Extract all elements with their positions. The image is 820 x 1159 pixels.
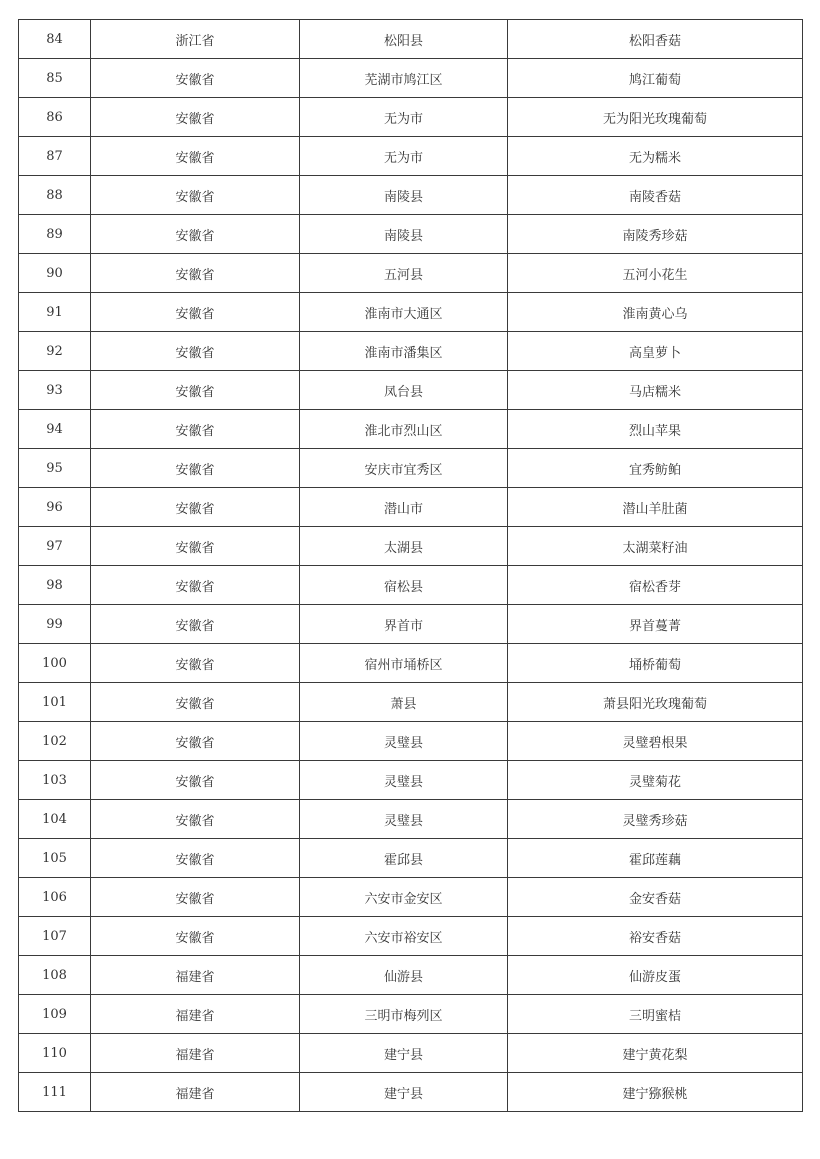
province-cell: 安徽省 [91, 293, 300, 332]
table-row [19, 1034, 803, 1073]
province-cell: 安徽省 [91, 839, 300, 878]
province-cell: 安徽省 [91, 488, 300, 527]
product-name-cell: 灵璧菊花 [508, 761, 803, 800]
product-name-cell: 无为糯米 [508, 137, 803, 176]
row-number-cell: 100 [19, 644, 91, 683]
row-number-cell: 105 [19, 839, 91, 878]
province-cell: 安徽省 [91, 332, 300, 371]
row-number-cell: 87 [19, 137, 91, 176]
county-cell: 芜湖市鸠江区 [300, 59, 508, 98]
province-cell: 福建省 [91, 995, 300, 1034]
row-number-cell: 104 [19, 800, 91, 839]
county-cell: 仙游县 [300, 956, 508, 995]
county-cell: 南陵县 [300, 215, 508, 254]
county-cell: 灵璧县 [300, 722, 508, 761]
table-row [19, 1073, 803, 1112]
county-cell: 界首市 [300, 605, 508, 644]
row-number-cell: 101 [19, 683, 91, 722]
province-cell: 安徽省 [91, 137, 300, 176]
table-row [19, 137, 803, 176]
county-cell: 松阳县 [300, 20, 508, 59]
county-cell: 无为市 [300, 98, 508, 137]
province-cell: 安徽省 [91, 176, 300, 215]
county-cell: 萧县 [300, 683, 508, 722]
province-cell: 安徽省 [91, 878, 300, 917]
table-row [19, 527, 803, 566]
row-number-cell: 109 [19, 995, 91, 1034]
row-number-cell: 91 [19, 293, 91, 332]
table-row [19, 215, 803, 254]
product-name-cell: 建宁猕猴桃 [508, 1073, 803, 1112]
product-name-cell: 松阳香菇 [508, 20, 803, 59]
row-number-cell: 102 [19, 722, 91, 761]
county-cell: 三明市梅列区 [300, 995, 508, 1034]
product-name-cell: 潜山羊肚菌 [508, 488, 803, 527]
table-row [19, 995, 803, 1034]
county-cell: 凤台县 [300, 371, 508, 410]
county-cell: 六安市裕安区 [300, 917, 508, 956]
table-row [19, 566, 803, 605]
table-row [19, 20, 803, 59]
county-cell: 南陵县 [300, 176, 508, 215]
product-name-cell: 霍邱莲藕 [508, 839, 803, 878]
table-row [19, 683, 803, 722]
product-name-cell: 界首蔓菁 [508, 605, 803, 644]
product-name-cell: 五河小花生 [508, 254, 803, 293]
table-row [19, 722, 803, 761]
row-number-cell: 89 [19, 215, 91, 254]
row-number-cell: 98 [19, 566, 91, 605]
province-cell: 安徽省 [91, 566, 300, 605]
province-cell: 安徽省 [91, 254, 300, 293]
product-table [18, 19, 803, 1112]
county-cell: 宿州市埇桥区 [300, 644, 508, 683]
table-row [19, 254, 803, 293]
row-number-cell: 92 [19, 332, 91, 371]
product-name-cell: 三明蜜桔 [508, 995, 803, 1034]
table-row [19, 293, 803, 332]
province-cell: 安徽省 [91, 98, 300, 137]
row-number-cell: 86 [19, 98, 91, 137]
table-row [19, 761, 803, 800]
row-number-cell: 85 [19, 59, 91, 98]
table-row [19, 98, 803, 137]
row-number-cell: 107 [19, 917, 91, 956]
row-number-cell: 111 [19, 1073, 91, 1112]
row-number-cell: 90 [19, 254, 91, 293]
product-name-cell: 鸠江葡萄 [508, 59, 803, 98]
row-number-cell: 108 [19, 956, 91, 995]
table-row [19, 449, 803, 488]
county-cell: 淮南市大通区 [300, 293, 508, 332]
row-number-cell: 96 [19, 488, 91, 527]
table-body [19, 20, 803, 1112]
table-row [19, 878, 803, 917]
table-row [19, 917, 803, 956]
province-cell: 福建省 [91, 1034, 300, 1073]
county-cell: 潜山市 [300, 488, 508, 527]
row-number-cell: 103 [19, 761, 91, 800]
row-number-cell: 99 [19, 605, 91, 644]
product-name-cell: 灵璧秀珍菇 [508, 800, 803, 839]
province-cell: 安徽省 [91, 527, 300, 566]
county-cell: 无为市 [300, 137, 508, 176]
province-cell: 安徽省 [91, 917, 300, 956]
product-name-cell: 灵璧碧根果 [508, 722, 803, 761]
product-name-cell: 马店糯米 [508, 371, 803, 410]
product-name-cell: 宿松香芽 [508, 566, 803, 605]
province-cell: 安徽省 [91, 722, 300, 761]
row-number-cell: 93 [19, 371, 91, 410]
province-cell: 福建省 [91, 956, 300, 995]
table-row [19, 176, 803, 215]
province-cell: 安徽省 [91, 800, 300, 839]
county-cell: 五河县 [300, 254, 508, 293]
product-name-cell: 裕安香菇 [508, 917, 803, 956]
row-number-cell: 95 [19, 449, 91, 488]
county-cell: 霍邱县 [300, 839, 508, 878]
province-cell: 安徽省 [91, 761, 300, 800]
province-cell: 安徽省 [91, 410, 300, 449]
table-row [19, 644, 803, 683]
county-cell: 六安市金安区 [300, 878, 508, 917]
table-row [19, 605, 803, 644]
province-cell: 安徽省 [91, 644, 300, 683]
table-row [19, 956, 803, 995]
province-cell: 安徽省 [91, 683, 300, 722]
county-cell: 安庆市宜秀区 [300, 449, 508, 488]
province-cell: 安徽省 [91, 59, 300, 98]
row-number-cell: 110 [19, 1034, 91, 1073]
product-name-cell: 淮南黄心乌 [508, 293, 803, 332]
county-cell: 建宁县 [300, 1073, 508, 1112]
product-name-cell: 宜秀鲂鲌 [508, 449, 803, 488]
table-row [19, 371, 803, 410]
county-cell: 太湖县 [300, 527, 508, 566]
row-number-cell: 94 [19, 410, 91, 449]
product-name-cell: 埇桥葡萄 [508, 644, 803, 683]
province-cell: 安徽省 [91, 215, 300, 254]
product-name-cell: 南陵秀珍菇 [508, 215, 803, 254]
province-cell: 安徽省 [91, 449, 300, 488]
product-name-cell: 南陵香菇 [508, 176, 803, 215]
table-row [19, 839, 803, 878]
product-name-cell: 萧县阳光玫瑰葡萄 [508, 683, 803, 722]
table-row [19, 59, 803, 98]
row-number-cell: 88 [19, 176, 91, 215]
table-row [19, 410, 803, 449]
province-cell: 安徽省 [91, 605, 300, 644]
row-number-cell: 106 [19, 878, 91, 917]
product-name-cell: 金安香菇 [508, 878, 803, 917]
province-cell: 福建省 [91, 1073, 300, 1112]
county-cell: 建宁县 [300, 1034, 508, 1073]
county-cell: 淮南市潘集区 [300, 332, 508, 371]
table-row [19, 488, 803, 527]
province-cell: 安徽省 [91, 371, 300, 410]
product-name-cell: 仙游皮蛋 [508, 956, 803, 995]
row-number-cell: 84 [19, 20, 91, 59]
province-cell: 浙江省 [91, 20, 300, 59]
table-row [19, 332, 803, 371]
table-row [19, 800, 803, 839]
county-cell: 宿松县 [300, 566, 508, 605]
product-name-cell: 无为阳光玫瑰葡萄 [508, 98, 803, 137]
product-name-cell: 烈山苹果 [508, 410, 803, 449]
row-number-cell: 97 [19, 527, 91, 566]
county-cell: 灵璧县 [300, 761, 508, 800]
county-cell: 淮北市烈山区 [300, 410, 508, 449]
product-name-cell: 建宁黄花梨 [508, 1034, 803, 1073]
product-name-cell: 高皇萝卜 [508, 332, 803, 371]
product-name-cell: 太湖菜籽油 [508, 527, 803, 566]
county-cell: 灵璧县 [300, 800, 508, 839]
